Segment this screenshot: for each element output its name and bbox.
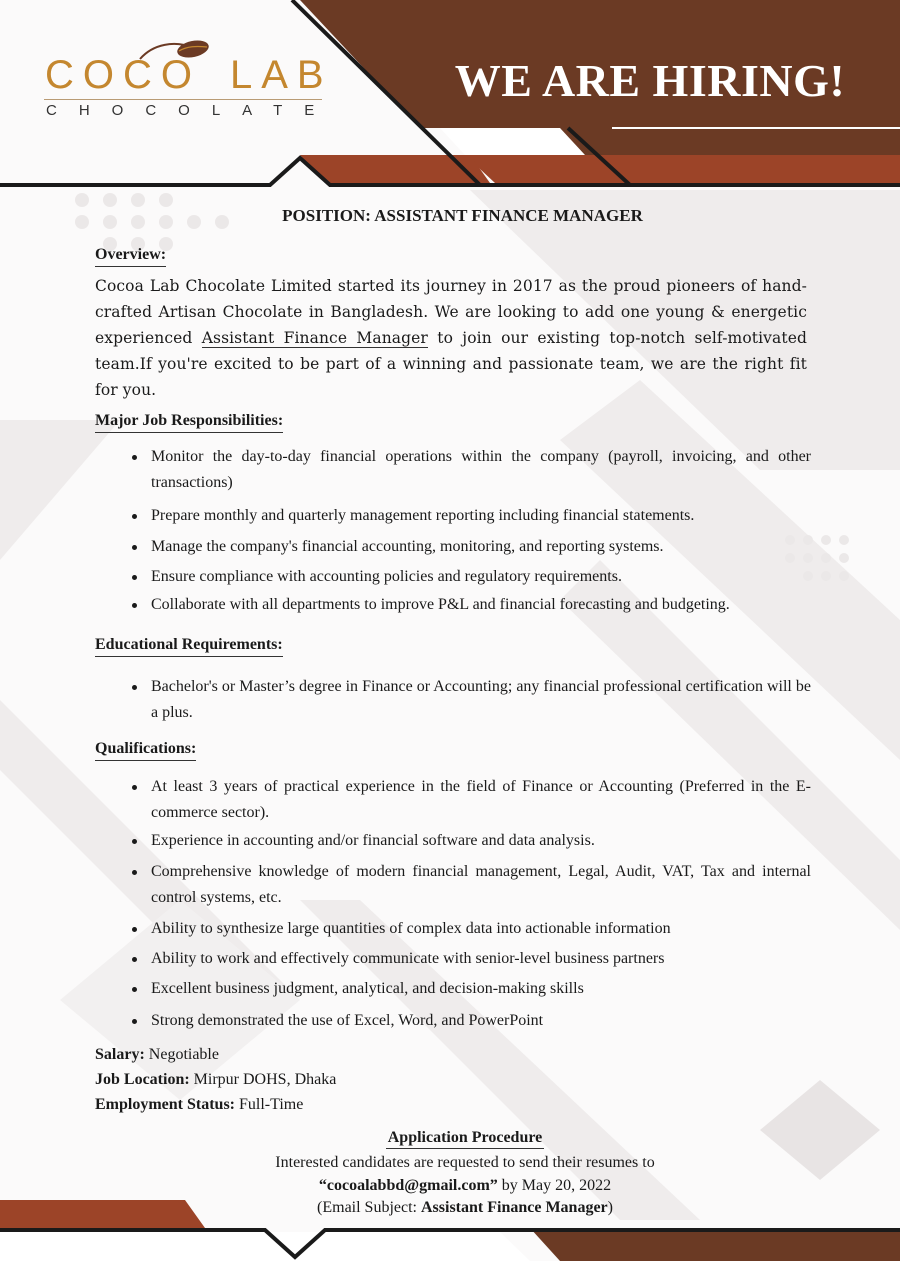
overview-text-part: to join our existing top-notch self-motivated team.If you're excited to be part of a winning and passionate team, we are the right fit for you. (95, 329, 807, 399)
list-item: Excellent business judgment, analytical, and decision-making skills (151, 976, 811, 1002)
logo-divider (44, 99, 322, 100)
overview-text (95, 273, 807, 403)
responsibilities-heading: Major Job Responsibilities: (95, 412, 283, 433)
brand-logo (40, 38, 337, 128)
overview-highlight: Assistant Finance Manager (201, 329, 428, 347)
overview-text-part: Cocoa Lab Chocolate Limited started its journey in 2017 as the proud pioneers of hand-crafted Artisan Chocolate in Bangladesh. We are looking to add one young & energetic experienced (95, 277, 807, 347)
application-title: Application Procedure (185, 1129, 745, 1147)
education-heading: Educational Requirements: (95, 636, 283, 657)
list-item: Experience in accounting and/or financial software and data analysis. (151, 828, 811, 854)
position-title: POSITION: ASSISTANT FINANCE MANAGER (282, 206, 643, 225)
logo-word-right: LAB (230, 53, 333, 97)
location-line: Job Location: Mirpur DOHS, Dhaka (95, 1071, 337, 1088)
list-item: Ensure compliance with accounting policies and regulatory requirements. (151, 564, 811, 590)
list-item: Collaborate with all departments to improve P&L and financial forecasting and budgeting. (151, 592, 811, 618)
list-item: Bachelor's or Master’s degree in Finance or Accounting; any financial professional certification will be a plus. (151, 674, 811, 726)
logo-subtitle: CHOCOLATE (46, 102, 337, 119)
employment-status-line: Employment Status: Full-Time (95, 1096, 304, 1113)
list-item: Strong demonstrated the use of Excel, Word, and PowerPoint (151, 1008, 811, 1034)
application-email[interactable]: “cocoalabbd@gmail.com” (318, 1177, 498, 1194)
overview-heading: Overview: (95, 246, 166, 267)
hiring-title: WE ARE HIRING! (454, 55, 846, 106)
list-item: Comprehensive knowledge of modern financial management, Legal, Audit, VAT, Tax and internal control systems, etc. (151, 859, 811, 911)
qualifications-heading: Qualifications: (95, 740, 196, 761)
list-item: Prepare monthly and quarterly management reporting including financial statements. (151, 503, 811, 529)
list-item: Manage the company's financial accounting, monitoring, and reporting systems. (151, 534, 811, 560)
application-instructions: Interested candidates are requested to send their resumes to (275, 1154, 655, 1171)
list-item: Monitor the day-to-day financial operations within the company (payroll, invoicing, and other transactions) (151, 444, 811, 496)
list-item: Ability to synthesize large quantities of complex data into actionable information (151, 916, 811, 942)
application-email-line: “cocoalabbd@gmail.com” by May 20, 2022 (318, 1177, 612, 1194)
salary-line: Salary: Negotiable (95, 1046, 219, 1063)
application-subject-line: (Email Subject: Assistant Finance Manager) (317, 1199, 613, 1216)
logo-word-left: COCO (45, 53, 201, 97)
list-item: Ability to work and effectively communicate with senior-level business partners (151, 946, 811, 972)
list-item: At least 3 years of practical experience in the field of Finance or Accounting (Preferred in the E-commerce sector). (151, 774, 811, 826)
